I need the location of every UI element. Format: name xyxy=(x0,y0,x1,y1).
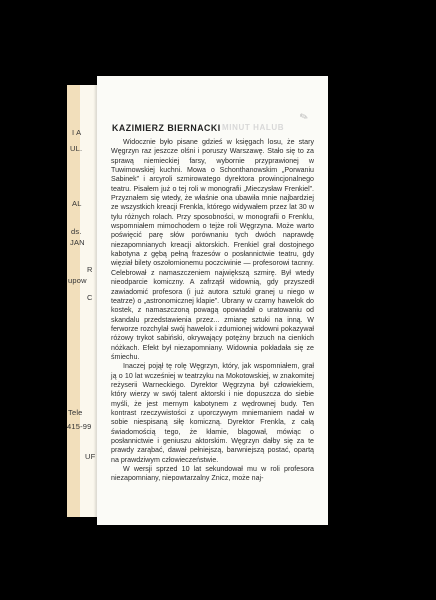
back-page-text: Tele xyxy=(68,408,83,417)
article-author: KAZIMIERZ BIERNACKI xyxy=(112,123,221,133)
back-page-text: upow xyxy=(68,276,87,285)
pencil-mark-icon: ✎ xyxy=(297,110,310,125)
bleed-through-text: MINUT HALUB xyxy=(222,123,285,132)
back-page-text: UL. xyxy=(70,144,83,153)
back-page-text: 415-99 xyxy=(67,422,92,431)
article-paragraph: W wersji sprzed 10 lat sekundował mu w roli profesora niezapomniany, niepowtarzalny Znicz, może naj- xyxy=(111,465,314,483)
article-paragraph: Widocznie było pisane gdzieś w księgach losu, że stary Węgrzyn raz jeszcze olśni i poruszy Warszawę. Stało się to za sprawą niemieckiej farsy, wybornie przyprawionej w Tuwimowskiej kuchni. Mowa o Schonthanowskim „Porwaniu Sabinek” i arcyroli szmirowatego dyrektora prowincjonalnego teatru. Pisałem już o tej roli w monografii „Mieczysław Frenkiel”. Przyznałem się wtedy, że właśnie ona ubawiła mnie najbardziej ze wszystkich kreacji Frenkla, którego widywałem przez lat 30 w tylu różnych rolach. Przy sposobności, w monografii o Frenklu, wspomniałem mimochodem o tejże roli Węgrzyna. Może warto poświęcić parę słów porównaniu tych dwóch naprawdę niezapomnianych kreacji aktorskich. Frenkiel grał dostojnego kabotyna z gębą pełną frazesów o posłannictwie teatru, gdy więział bilety oszołomionemu poczciwinie — profesorowi tacnny. Celebrował z namaszczeniem największą szmirę. Był wtedy nieodparcie komiczny. A zafrząśł widownią, gdy przyszedł zawiadomić profesora (i już autora sztuki granej u niego w teatrze) o „astronomicznej klapie”. Ubrany w czarny hawelok do kostek, z namaszczoną powagą opowiadał o uratowaniu od skandalu przedstawienia przez... zmianę sztuki na inną. W ferworze rozchylał swój hawelok i zdumionej widowni pokazywał różowy trykot sabiński, okrywający potężny brzuch na cienkich nóżkach. Efekt był niezapomniany. Widownia pokładała się ze śmiechu. xyxy=(111,138,314,361)
back-page-text: I A xyxy=(72,128,82,137)
article-body xyxy=(111,138,314,484)
article-paragraph: Inaczej pojął tę rolę Węgrzyn, który, jak wspomniałem, grał ją o 10 lat wcześniej w teatrzyku na Mokotowskiej, w znakomitej reżyserii Warneckiego. Dyrektor Węgrzyna był człowiekiem, który wierzy w swój talent aktorski i nie dopuszcza do siebie myśli, że jest mernym kabotynem z wędrownej budy. Ten kontrast rzeczywistości z uporczywym mniemaniem nadał w sobie niespisaną siłę komiczną. Dyrektor Frenkla, z całą świadomością tego, że kłamie, blagował, mówiąc o posłannictwie i geniuszu aktorskim. Węgrzyn dałby się za te prawdy zarąbać, dawał pełniejszą, barwniejszą postać, opartą na prawdziwym człowieczeństwie. xyxy=(111,362,314,464)
back-page-text: C xyxy=(87,293,93,302)
back-page-text: UF xyxy=(85,452,96,461)
back-page-text: AL xyxy=(72,199,82,208)
back-page-text: JAN xyxy=(70,238,85,247)
back-page-text: R xyxy=(87,265,93,274)
back-page-text: ds. xyxy=(71,227,82,236)
front-page xyxy=(97,76,328,525)
